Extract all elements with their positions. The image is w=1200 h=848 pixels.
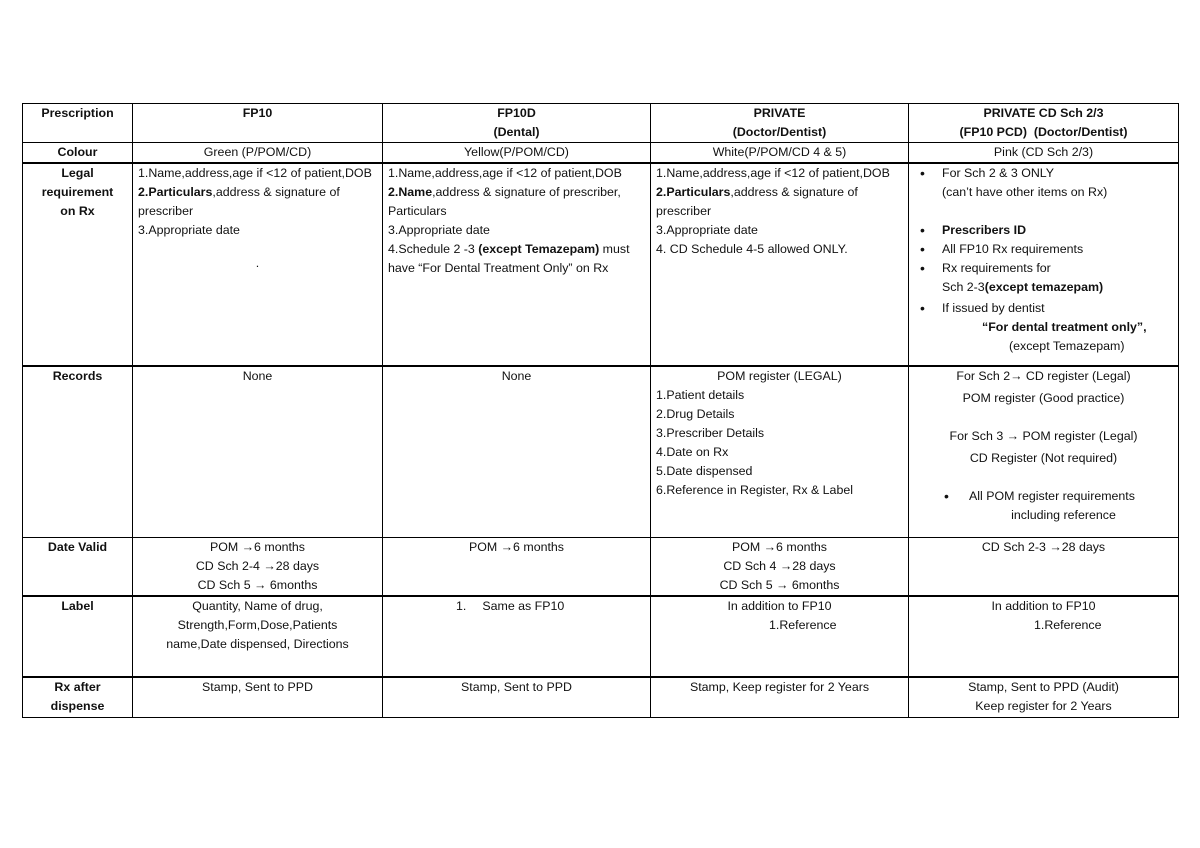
bullet-item: • If issued by dentist xyxy=(920,300,1045,316)
records-fp10d: None xyxy=(383,366,651,537)
date-valid-private-cd: CD Sch 2-3 →28 days xyxy=(909,537,1179,596)
legal-fp10: 1.Name,address,age if <12 of patient,DOB 2.Particulars,address & signature of prescriber 3.Appropriate date . xyxy=(133,163,383,366)
bullet-icon: • xyxy=(920,260,925,276)
records-fp10: None xyxy=(133,366,383,537)
after-dispense-row xyxy=(23,677,1179,717)
header-fp10d: FP10D (Dental) xyxy=(383,104,651,143)
colour-fp10: Green (P/POM/CD) xyxy=(133,143,383,164)
row-label-records: Records xyxy=(23,366,133,537)
after-private: Stamp, Keep register for 2 Years xyxy=(651,677,909,717)
date-valid-fp10d: POM →6 months xyxy=(383,537,651,596)
row-label-after-dispense: Rx after dispense xyxy=(23,677,133,717)
label-fp10d: 1. Same as FP10 xyxy=(383,596,651,677)
header-private: PRIVATE (Doctor/Dentist) xyxy=(651,104,909,143)
label-fp10: Quantity, Name of drug, Strength,Form,Dose,Patients name,Date dispensed, Directions xyxy=(133,596,383,677)
records-list-item: 5.Date dispensed xyxy=(656,464,753,478)
colour-fp10d: Yellow(P/POM/CD) xyxy=(383,143,651,164)
bullet-item: • Rx requirements for xyxy=(920,260,1051,276)
records-private: POM register (LEGAL) 1.Patient details 2.Drug Details 3.Prescriber Details 4.Date on Rx 5.Date dispensed 6.Reference in Register, Rx & Label xyxy=(651,366,909,537)
after-fp10: Stamp, Sent to PPD xyxy=(133,677,383,717)
header-private-cd: PRIVATE CD Sch 2/3 (FP10 PCD) (Doctor/Dentist) xyxy=(909,104,1179,143)
bullet-item: • All POM register requirements xyxy=(944,488,1135,504)
header-fp10: FP10 xyxy=(133,104,383,143)
bullet-icon: • xyxy=(920,222,925,238)
records-row xyxy=(23,366,1179,537)
date-valid-private: POM →6 months CD Sch 4 →28 days CD Sch 5 → 6months xyxy=(651,537,909,596)
label-private-cd: In addition to FP10 1.Reference xyxy=(909,596,1179,677)
legal-private-cd: • For Sch 2 & 3 ONLY (can’t have other items on Rx) • Prescribers ID • All FP10 Rx requirements • Rx requirements for Sch 2-3(except temazepam) • If issued by dentist “For dental treatment only”, (except Temazepam) xyxy=(909,163,1179,366)
label-private: In addition to FP10 1.Reference xyxy=(651,596,909,677)
date-valid-row xyxy=(23,537,1179,596)
row-label-date-valid: Date Valid xyxy=(23,537,133,596)
header-prescription: Prescription xyxy=(23,104,133,143)
row-label-colour: Colour xyxy=(23,143,133,164)
bullet-icon: • xyxy=(944,488,949,504)
records-list-item: 4.Date on Rx xyxy=(656,445,729,459)
records-list-item: 3.Prescriber Details xyxy=(656,426,765,440)
bullet-icon: • xyxy=(920,300,925,316)
legal-private: 1.Name,address,age if <12 of patient,DOB 2.Particulars,address & signature of prescriber 3.Appropriate date 4. CD Schedule 4-5 allowed ONLY. xyxy=(651,163,909,366)
label-row xyxy=(23,596,1179,677)
date-valid-fp10: POM →6 months CD Sch 2-4 →28 days CD Sch 5 → 6months xyxy=(133,537,383,596)
colour-private-cd: Pink (CD Sch 2/3) xyxy=(909,143,1179,164)
bullet-item: • Prescribers ID xyxy=(920,222,1027,238)
bullet-item: • All FP10 Rx requirements xyxy=(920,241,1084,257)
legal-row xyxy=(23,163,1179,366)
row-label-legal: Legal requirement on Rx xyxy=(23,163,133,366)
records-list-item: 1.Patient details xyxy=(656,388,745,402)
records-list-item: 6.Reference in Register, Rx & Label xyxy=(656,483,853,497)
bullet-item: • For Sch 2 & 3 ONLY xyxy=(920,165,1055,181)
colour-row xyxy=(23,143,1179,164)
bullet-icon: • xyxy=(920,241,925,257)
legal-fp10d: 1.Name,address,age if <12 of patient,DOB 2.Name,address & signature of prescriber, Particulars 3.Appropriate date 4.Schedule 2 -3 (except Temazepam) must have “For Dental Treatment Only” on Rx xyxy=(383,163,651,366)
records-list-item: 2.Drug Details xyxy=(656,407,735,421)
bullet-icon: • xyxy=(920,165,925,181)
header-row xyxy=(23,104,1179,143)
colour-private: White(P/POM/CD 4 & 5) xyxy=(651,143,909,164)
prescription-requirements-table xyxy=(22,103,1179,718)
records-private-cd: For Sch 2→ CD register (Legal) POM register (Good practice) For Sch 3 → POM register (Legal) CD Register (Not required) • All POM register requirements including reference xyxy=(909,366,1179,537)
after-private-cd: Stamp, Sent to PPD (Audit) Keep register for 2 Years xyxy=(909,677,1179,717)
row-label-label: Label xyxy=(23,596,133,677)
after-fp10d: Stamp, Sent to PPD xyxy=(383,677,651,717)
